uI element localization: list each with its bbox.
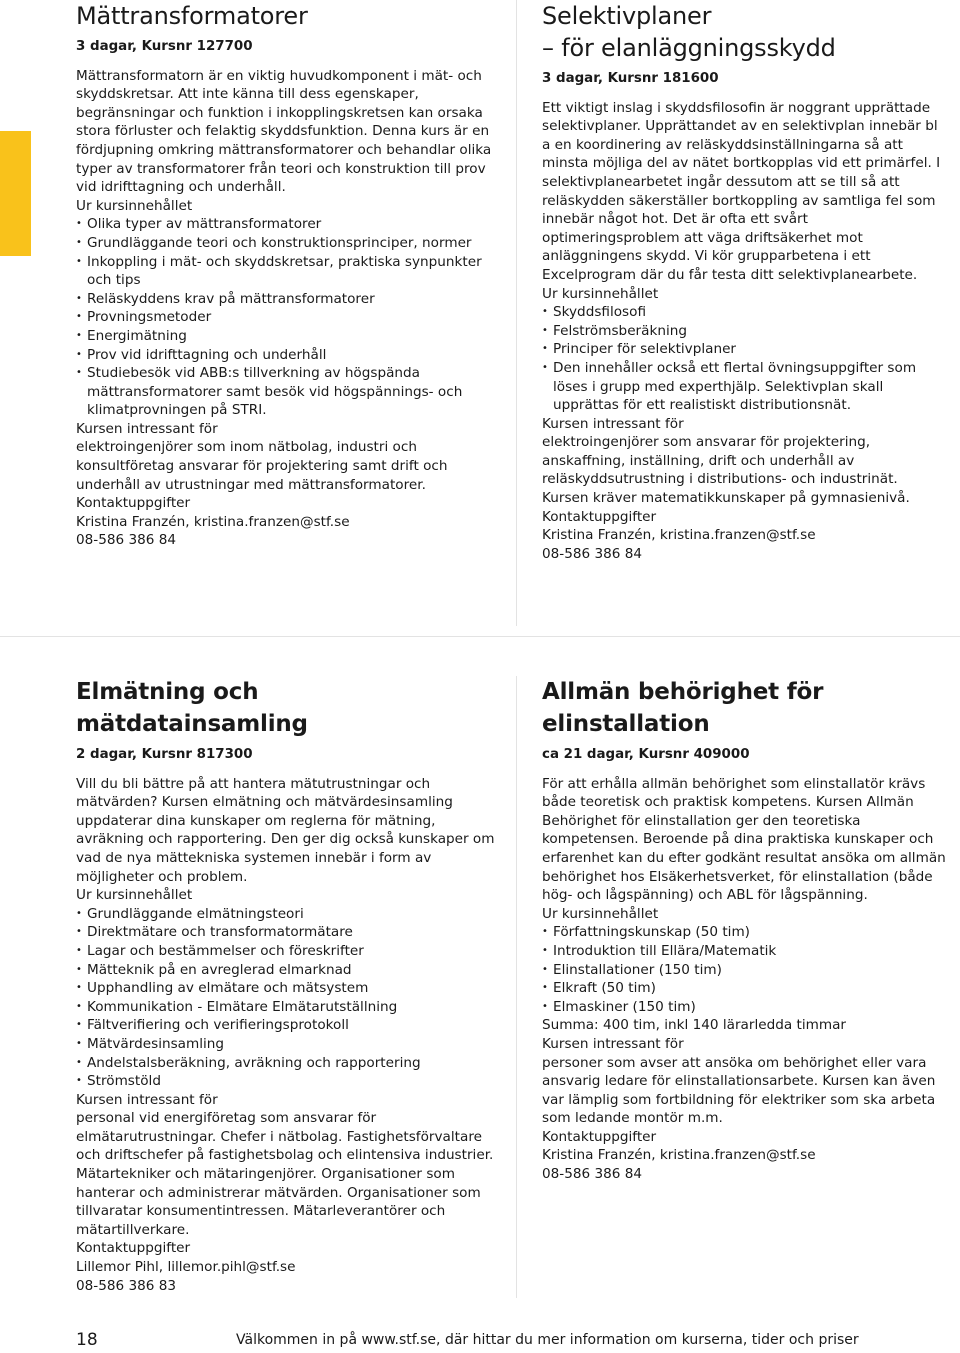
course-mattransformatorer xyxy=(76,0,496,550)
contact-heading: Kontaktuppgifter xyxy=(542,1128,657,1145)
list-item: • Grundläggande teori och konstruktionsprinciper, normer xyxy=(76,234,496,253)
column-divider-bottom xyxy=(516,676,517,1298)
audience-heading: Kursen intressant för xyxy=(76,1091,218,1108)
list-item: • Fältverifiering och verifieringsprotokoll xyxy=(76,1016,496,1035)
list-item: • Olika typer av mättransformatorer xyxy=(76,215,496,234)
column-divider-top xyxy=(516,0,517,626)
course-intro: Ett viktigt inslag i skyddsfilosofin är noggrant upprättade selektivplaner. Upprättandet av en selektivplan innebär bl a en koordinering av reläskyddsinställningarna så att minsta möjliga del av nätet bortkopplas vid ett primärfel. I selektivplanearbetet ingår dessutom att se till så att reläskydden säkerställer bortkoppling av samtliga fel som innebär något hot. Det är ofta ett svårt optimeringsproblem att väga driftsäkerhet mot anläggningens skydd. Vi kör grupparbetena i ett Excelprogram där du får testa ditt selektivplanearbete. xyxy=(542,99,941,283)
course-elmatning xyxy=(76,676,496,1295)
list-item: • Den innehåller också ett flertal övningsuppgifter som löses i grupp med experthjälp. Selektivplan skall upprättas för ett realistiskt distributionsnät. xyxy=(542,359,946,415)
list-item: • Elmaskiner (150 tim) xyxy=(542,998,946,1017)
list-item: • Felströmsberäkning xyxy=(542,322,946,341)
content-list xyxy=(542,303,946,415)
audience-heading: Kursen intressant för xyxy=(76,420,218,437)
course-meta: 3 dagar, Kursnr 181600 xyxy=(542,71,719,86)
course-title: Mättransformatorer xyxy=(76,2,308,30)
list-item: • Andelstalsberäkning, avräkning och rapportering xyxy=(76,1054,496,1073)
list-item: • Kommunikation - Elmätare Elmätarutställning xyxy=(76,998,496,1017)
list-item: • Introduktion till Ellära/Matematik xyxy=(542,942,946,961)
contact-name: Lillemor Pihl, lillemor.pihl@stf.se xyxy=(76,1259,296,1276)
contact-heading: Kontaktuppgifter xyxy=(542,508,657,525)
list-item: • Elinstallationer (150 tim) xyxy=(542,961,946,980)
content-list xyxy=(542,923,946,1016)
page-footer xyxy=(0,1330,960,1352)
course-meta: 3 dagar, Kursnr 127700 xyxy=(76,39,253,54)
course-intro: Vill du bli bättre på att hantera mätutrustningar och mätvärden? Kursen elmätning och mätvärdesinsamling uppdaterar dina kunskaper om reglerna för mätning, avräkning och rapportering. Den ger dig också kunskaper om vad de nya mättekniska systemen innebär i form av möjligheter och problem. xyxy=(76,775,495,885)
footer-text: Välkommen in på www.stf.se, där hittar du mer information om kurserna, tider och priser xyxy=(236,1332,859,1348)
list-item: • Energimätning xyxy=(76,327,496,346)
list-item: • Studiebesök vid ABB:s tillverkning av högspända mättransformatorer samt besök vid högspännings- och klimatprovningen på STRI. xyxy=(76,364,496,420)
list-item: • Elkraft (50 tim) xyxy=(542,979,946,998)
section-accent-tab xyxy=(0,131,31,256)
course-intro: För att erhålla allmän behörighet som elinstallatör krävs både teoretisk och praktisk kompetens. Kursen Allmän Behörighet för elinstallation ger den teoretiska kompetensen. Beroende på dina praktiska kunskaper och erfarenhet kan du efter godkänt resultat ansöka om allmän behörighet hos Elsäkerhetsverket, för elinstallation (både hög- och lågspänning) och ABL för lågspänning. xyxy=(542,775,946,904)
list-item: • Reläskyddens krav på mättransformatorer xyxy=(76,290,496,309)
list-item: • Skyddsfilosofi xyxy=(542,303,946,322)
audience-heading: Kursen intressant för xyxy=(542,415,684,432)
audience-heading: Kursen intressant för xyxy=(542,1035,684,1052)
course-allman-behorighet xyxy=(542,676,946,1184)
course-title: Elmätning och mätdatainsamling xyxy=(76,679,308,737)
course-selektivplaner xyxy=(542,0,946,563)
list-item: • Provningsmetoder xyxy=(76,308,496,327)
content-heading: Ur kursinnehållet xyxy=(76,197,193,214)
audience-text: elektroingenjörer som ansvarar för projektering, anskaffning, inställning, drift och underhåll av reläskyddsutrustning i distributions- och industrinät. Kursen kräver matematikkunskaper på gymnasienivå. xyxy=(542,434,910,507)
list-item: • Inkoppling i mät- och skyddskretsar, praktiska synpunkter och tips xyxy=(76,253,496,290)
audience-text: elektroingenjörer som inom nätbolag, industri och konsultföretag ansvarar för projektering samt drift och underhåll av utrustningar med mättransformatorer. xyxy=(76,439,448,493)
list-item: • Upphandling av elmätare och mätsystem xyxy=(76,979,496,998)
content-heading: Ur kursinnehållet xyxy=(542,285,659,302)
contact-name: Kristina Franzén, kristina.franzen@stf.se xyxy=(542,527,816,544)
page-number: 18 xyxy=(76,1330,98,1350)
course-summary: Summa: 400 tim, inkl 140 lärarledda timmar xyxy=(542,1017,847,1034)
course-title: Selektivplaner xyxy=(542,2,712,30)
course-title-line2: elinstallation xyxy=(542,711,710,737)
list-item: • Grundläggande elmätningsteori xyxy=(76,905,496,924)
list-item: • Mätteknik på en avreglerad elmarknad xyxy=(76,961,496,980)
contact-phone: 08-586 386 84 xyxy=(76,532,177,549)
list-item: • Lagar och bestämmelser och föreskrifter xyxy=(76,942,496,961)
course-title: Allmän behörighet för xyxy=(542,679,824,705)
content-list xyxy=(76,215,496,420)
content-heading: Ur kursinnehållet xyxy=(76,887,193,904)
content-heading: Ur kursinnehållet xyxy=(542,905,659,922)
list-item: • Direktmätare och transformatormätare xyxy=(76,923,496,942)
list-item: • Författningskunskap (50 tim) xyxy=(542,923,946,942)
contact-phone: 08-586 386 84 xyxy=(542,545,643,562)
contact-phone: 08-586 386 83 xyxy=(76,1277,177,1294)
list-item: • Principer för selektivplaner xyxy=(542,340,946,359)
audience-text: personer som avser att ansöka om behörighet eller vara ansvarig ledare för elinstallationsarbete. Kursen kan även var lämplig som fortbildning för elektriker som ska arbeta som ledande montör m.m. xyxy=(542,1054,936,1127)
list-item: • Prov vid idrifttagning och underhåll xyxy=(76,346,496,365)
section-divider xyxy=(0,636,960,637)
contact-name: Kristina Franzén, kristina.franzen@stf.se xyxy=(76,513,350,530)
contact-heading: Kontaktuppgifter xyxy=(76,1240,191,1257)
course-meta: ca 21 dagar, Kursnr 409000 xyxy=(542,747,750,762)
list-item: • Mätvärdesinsamling xyxy=(76,1035,496,1054)
contact-heading: Kontaktuppgifter xyxy=(76,495,191,512)
course-intro: Mättransformatorn är en viktig huvudkomponent i mät- och skyddskretsar. Att inte känna till dess egenskaper, begränsningar och funktion i inkopplingskretsen kan orsaka stora förluster och felaktig skyddsfunktion. Denna kurs är en fördjupning omkring mättransformatorer och behandlar olika typer av transformatorer från teori och konstruktion till prov vid idrifttagning och underhåll. xyxy=(76,67,492,196)
course-meta: 2 dagar, Kursnr 817300 xyxy=(76,747,253,762)
contact-name: Kristina Franzén, kristina.franzen@stf.se xyxy=(542,1147,816,1164)
content-list xyxy=(76,905,496,1091)
contact-phone: 08-586 386 84 xyxy=(542,1166,643,1183)
list-item: • Strömstöld xyxy=(76,1072,496,1091)
course-subtitle: – för elanläggningsskydd xyxy=(542,34,836,62)
audience-text: personal vid energiföretag som ansvarar för elmätarutrustningar. Chefer i nätbolag. Fastighetsförvaltare och driftschefer på fastighetsbolag och elintensiva industrier. Mätartekniker och mätaringenjörer. Organisationer som hanterar och administrerar mätvärden. Organisationer som tillvaratar konsumentintressen. Mätarleverantörer och mätartillverkare. xyxy=(76,1110,494,1238)
